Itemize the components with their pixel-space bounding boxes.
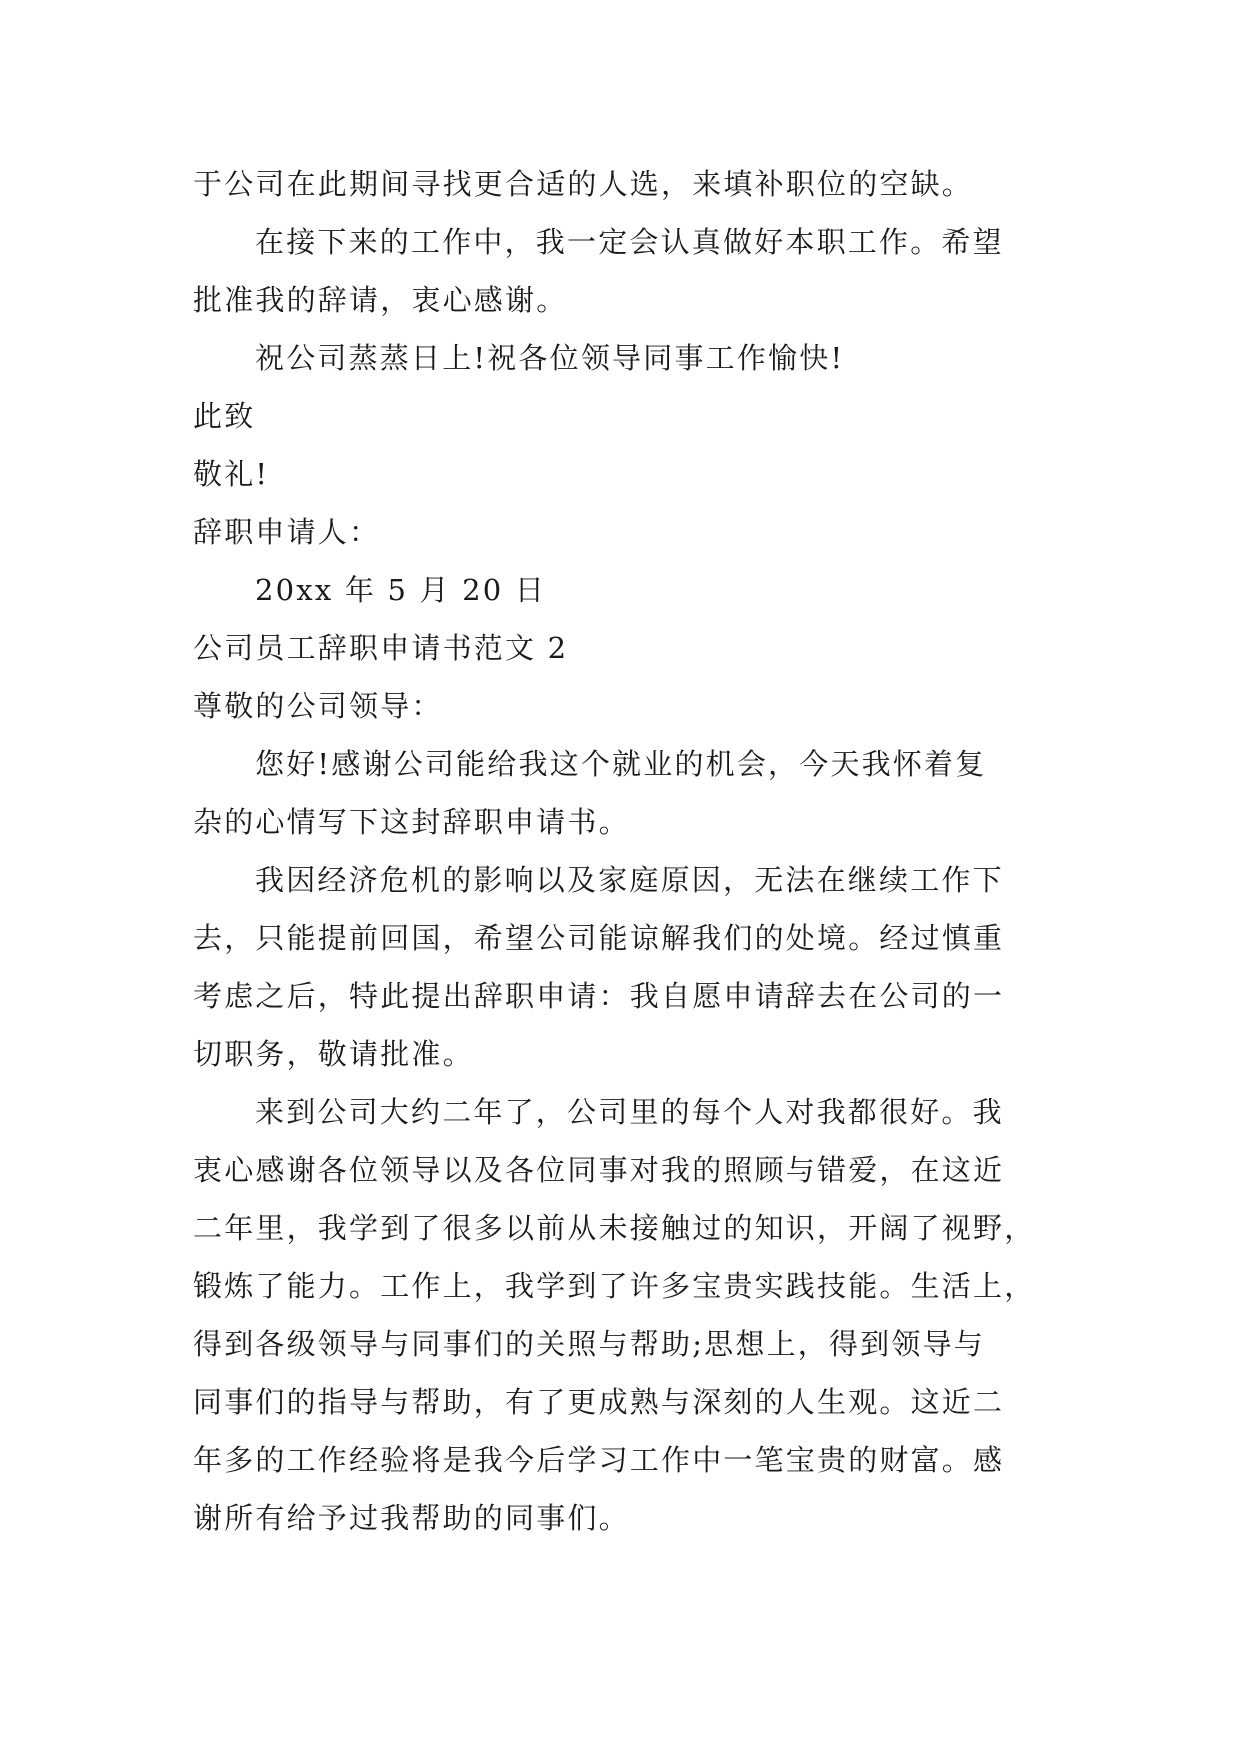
text-line: 锻炼了能力。工作上，我学到了许多宝贵实践技能。生活上， [193, 1269, 1036, 1303]
text-line: 杂的心情写下这封辞职申请书。 [193, 805, 630, 839]
paragraph-line: 祝公司蒸蒸日上!祝各位领导同事工作愉快! [255, 341, 845, 375]
signature-label: 辞职申请人： [193, 515, 381, 549]
text-line: 考虑之后，特此提出辞职申请：我自愿申请辞去在公司的一 [193, 979, 1005, 1013]
text-line: 年多的工作经验将是我今后学习工作中一笔宝贵的财富。感 [193, 1443, 1005, 1477]
paragraph-line: 来到公司大约二年了，公司里的每个人对我都很好。我 [255, 1095, 1004, 1129]
text-line: 谢所有给予过我帮助的同事们。 [193, 1501, 630, 1535]
text-line: 得到各级领导与同事们的关照与帮助;思想上，得到领导与 [193, 1327, 985, 1361]
paragraph-line: 您好!感谢公司能给我这个就业的机会，今天我怀着复 [255, 747, 987, 781]
text-line: 批准我的辞请，衷心感谢。 [193, 283, 568, 317]
document-body [193, 155, 1053, 1547]
closing-salutation: 此致 [193, 399, 256, 433]
text-line: 同事们的指导与帮助，有了更成熟与深刻的人生观。这近二 [193, 1385, 1005, 1419]
paragraph-line: 我因经济危机的影响以及家庭原因，无法在继续工作下 [255, 863, 1004, 897]
section-title: 公司员工辞职申请书范文 2 [193, 631, 569, 665]
text-line: 切职务，敬请批准。 [193, 1037, 474, 1071]
paragraph-line: 在接下来的工作中，我一定会认真做好本职工作。希望 [255, 225, 1004, 259]
letter-date: 20xx 年 5 月 20 日 [255, 573, 547, 607]
text-line: 去，只能提前回国，希望公司能谅解我们的处境。经过慎重 [193, 921, 1005, 955]
letter-greeting: 尊敬的公司领导： [193, 689, 443, 723]
text-line: 二年里，我学到了很多以前从未接触过的知识，开阔了视野， [193, 1211, 1036, 1245]
text-line: 衷心感谢各位领导以及各位同事对我的照顾与错爱，在这近 [193, 1153, 1005, 1187]
text-line: 于公司在此期间寻找更合适的人选，来填补职位的空缺。 [193, 167, 974, 201]
closing-regards: 敬礼! [193, 457, 270, 491]
